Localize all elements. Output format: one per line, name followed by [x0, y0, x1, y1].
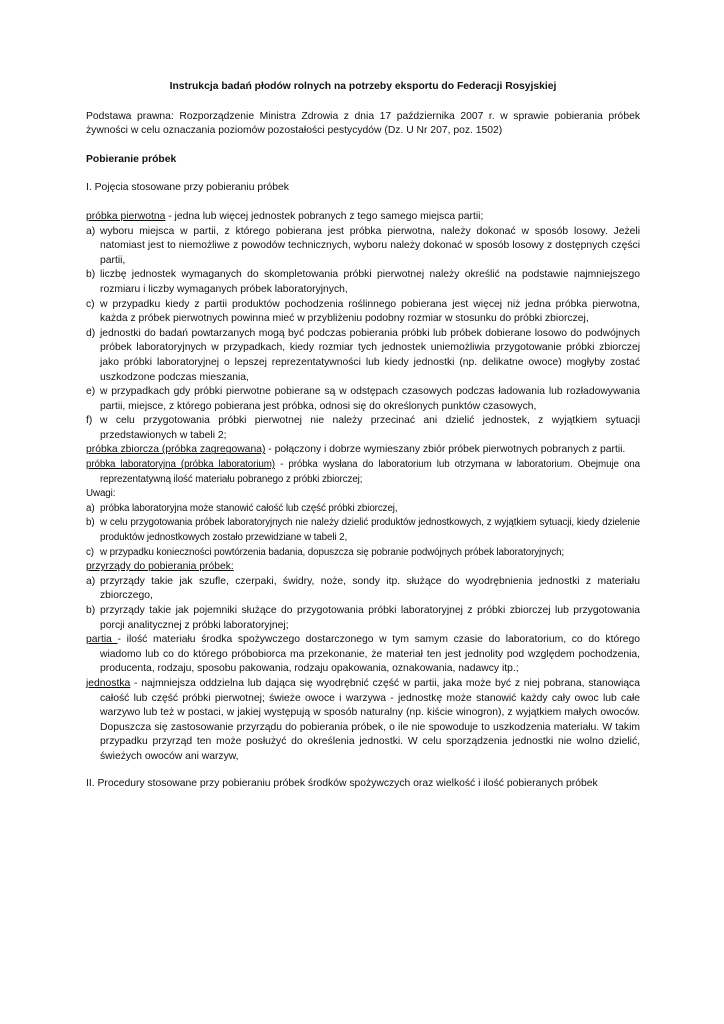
list-text: jednostki do badań powtarzanych mogą być podczas pobierania próbki lub próbek dobierane losowo do podwójnych próbek laboratoryjnych w przypadkach, kiedy rozmiar tych jednostek uniemożliwia przygotowanie próbki zbiorczej jako próbki laboratoryjnej o lepszej reprezentatywności lub kiedy jednostki (np. delikatne owoce) mogłyby zostać uszkodzone podczas mieszania,	[100, 327, 640, 383]
list-item	[86, 385, 640, 414]
definition-probka-laboratoryjna	[86, 458, 640, 487]
list-letter: a)	[86, 225, 96, 237]
definition-text: - najmniejsza oddzielna lub dająca się wyodrębnić część w partii, jaka może być z niej pobrana, stanowiąca całość lub część próbki pierwotnej; świeże owoce i warzywa - jednostkę może stanowić każdy cały owoc lub całe warzywo lub też w postaci, w jakiej występują w sposób naturalny (np. kiście winogron), z wyjątkiem małych owoców. Dopuszcza się zastosowanie przyrządu do pobierania próbek, o ile nie spowoduje to uszkodzenia materiału. W takim przypadku przyrząd ten może posłużyć do określenia jednostki. W celu sporządzenia jednostki nie wolno dzielić, świeżych owoców ani warzyw,	[100, 677, 640, 762]
list-letter: e)	[86, 386, 96, 398]
term-partia: partia	[86, 634, 118, 646]
list-text: próbka laboratoryjna może stanowić całość lub część próbki zbiorczej,	[100, 502, 398, 514]
term-probka-laboratoryjna: próbka laboratoryjna (próbka laboratorium)	[86, 459, 275, 471]
definition-przyrzady	[86, 560, 640, 575]
term-jednostka: jednostka	[86, 677, 131, 689]
list-letter: a)	[86, 575, 96, 587]
section-heading: Pobieranie próbek	[86, 153, 177, 165]
section-2-title: II. Procedury stosowane przy pobieraniu próbek środków spożywczych oraz wielkość i ilość pobieranych próbek	[86, 777, 598, 789]
document-title: Instrukcja badań płodów rolnych na potrzeby eksportu do Federacji Rosyjskiej	[169, 81, 557, 92]
probka-pierwotna-list	[86, 225, 640, 444]
definition-text: - próbka wysłana do laboratorium lub otrzymana w laboratorium. Obejmuje ona reprezentatywną ilość materiału pobranego z próbki zbiorczej;	[100, 459, 640, 485]
list-letter: a)	[86, 502, 95, 514]
list-text: liczbę jednostek wymaganych do skompletowania próbki pierwotnej należy określić na podstawie najmniejszego rozmiaru i liczby wymaganych próbek laboratoryjnych,	[100, 269, 640, 295]
list-text: w przypadku konieczności powtórzenia badania, dopuszcza się pobranie podwójnych próbek laboratoryjnych;	[100, 546, 565, 558]
list-text: wyboru miejsca w partii, z którego pobierana jest próbka pierwotna, należy dokonać w sposób losowy. Jeżeli natomiast jest to niemożliwe z powodów technicznych, wyboru należy dokonać w sposób losowy z dostępnych części partii,	[100, 225, 640, 266]
section-1-title: I. Pojęcia stosowane przy pobieraniu próbek	[86, 182, 289, 194]
term-probka-pierwotna: próbka pierwotna	[86, 210, 166, 222]
uwagi-label: Uwagi:	[86, 488, 116, 500]
definition-text: - ilość materiału środka spożywczego dostarczonego w tym samym czasie do laboratorium, co do którego wiadomo lub co do którego próbobiorca ma przekonanie, że materiał ten jest jednolity pod względem pochodzenia, producenta, rodzaju, sposobu pakowania, rodzaju opakowania, oznakowania, nadawcy itp.;	[100, 634, 641, 675]
list-item	[86, 225, 640, 269]
list-letter: b)	[86, 605, 96, 616]
term-probka-zbiorcza: próbka zbiorcza (próbka zagregowana)	[86, 444, 266, 456]
definition-partia	[86, 633, 640, 677]
definition-text: - jedna lub więcej jednostek pobranych z tego samego miejsca partii;	[165, 210, 484, 222]
list-item	[86, 268, 640, 297]
list-letter: d)	[86, 327, 96, 339]
legal-basis: Podstawa prawna: Rozporządzenie Ministra Zdrowia z dnia 17 października 2007 r. w sprawie pobierania próbek żywności w celu oznaczania poziomów pozostałości pestycydów (Dz. U Nr 207, poz. 1502)	[86, 110, 640, 137]
list-letter: b)	[86, 269, 96, 281]
uwagi-list	[86, 502, 640, 560]
list-item	[86, 327, 640, 385]
list-letter: c)	[86, 546, 94, 558]
list-text: w przypadkach gdy próbki pierwotne pobierane są w odstępach czasowych podczas ładowania lub rozładowywania partii, miejsce, z którego pobierana jest próbka, odnosi się do określonych punktów czasowych,	[100, 386, 640, 412]
list-text: przyrządy takie jak szufle, czerpaki, świdry, noże, sondy itp. służące do wyodrębnienia jednostki z materiału zbiorczego,	[100, 575, 640, 602]
definition-text: - połączony i dobrze wymieszany zbiór próbek pierwotnych pobranych z partii.	[265, 444, 626, 456]
definition-jednostka	[86, 677, 640, 765]
przyrzady-list	[86, 575, 640, 633]
term-przyrzady: przyrządy do pobierania próbek:	[86, 561, 234, 573]
list-letter: c)	[86, 298, 95, 310]
list-item	[86, 604, 640, 633]
list-letter: b)	[86, 517, 95, 529]
list-text: w celu przygotowania próbek laboratoryjnych nie należy dzielić produktów jednostkowych, z wyjątkiem sytuacji, kiedy dzielenie produktów jednostkowych zostało przewidziane w tabeli 2,	[100, 517, 640, 544]
list-item	[86, 575, 640, 604]
list-item	[86, 502, 640, 517]
list-text: w przypadku kiedy z partii produktów pochodzenia roślinnego pobierana jest więcej niż jedna próbka pierwotna, każda z próbek pierwotnych powinna mieć w przybliżeniu podobny rozmiar w stosunku do próbki zbiorczej,	[100, 298, 640, 325]
list-text: przyrządy takie jak pojemniki służące do przygotowania próbki laboratoryjnej z próbki zbiorczej lub przygotowania porcji analitycznej z próbki laboratoryjnej;	[100, 605, 640, 631]
list-item	[86, 414, 640, 443]
list-text: w celu przygotowania próbki pierwotnej nie należy przecinać ani dzielić jednostek, z wyjątkiem sytuacji przedstawionych w tabeli 2;	[100, 415, 640, 441]
list-item	[86, 298, 640, 327]
definition-probka-zbiorcza	[86, 443, 640, 458]
list-item	[86, 546, 640, 561]
list-item	[86, 516, 640, 545]
list-letter: f)	[86, 415, 93, 427]
definition-probka-pierwotna	[86, 210, 640, 225]
document-page	[86, 80, 640, 791]
